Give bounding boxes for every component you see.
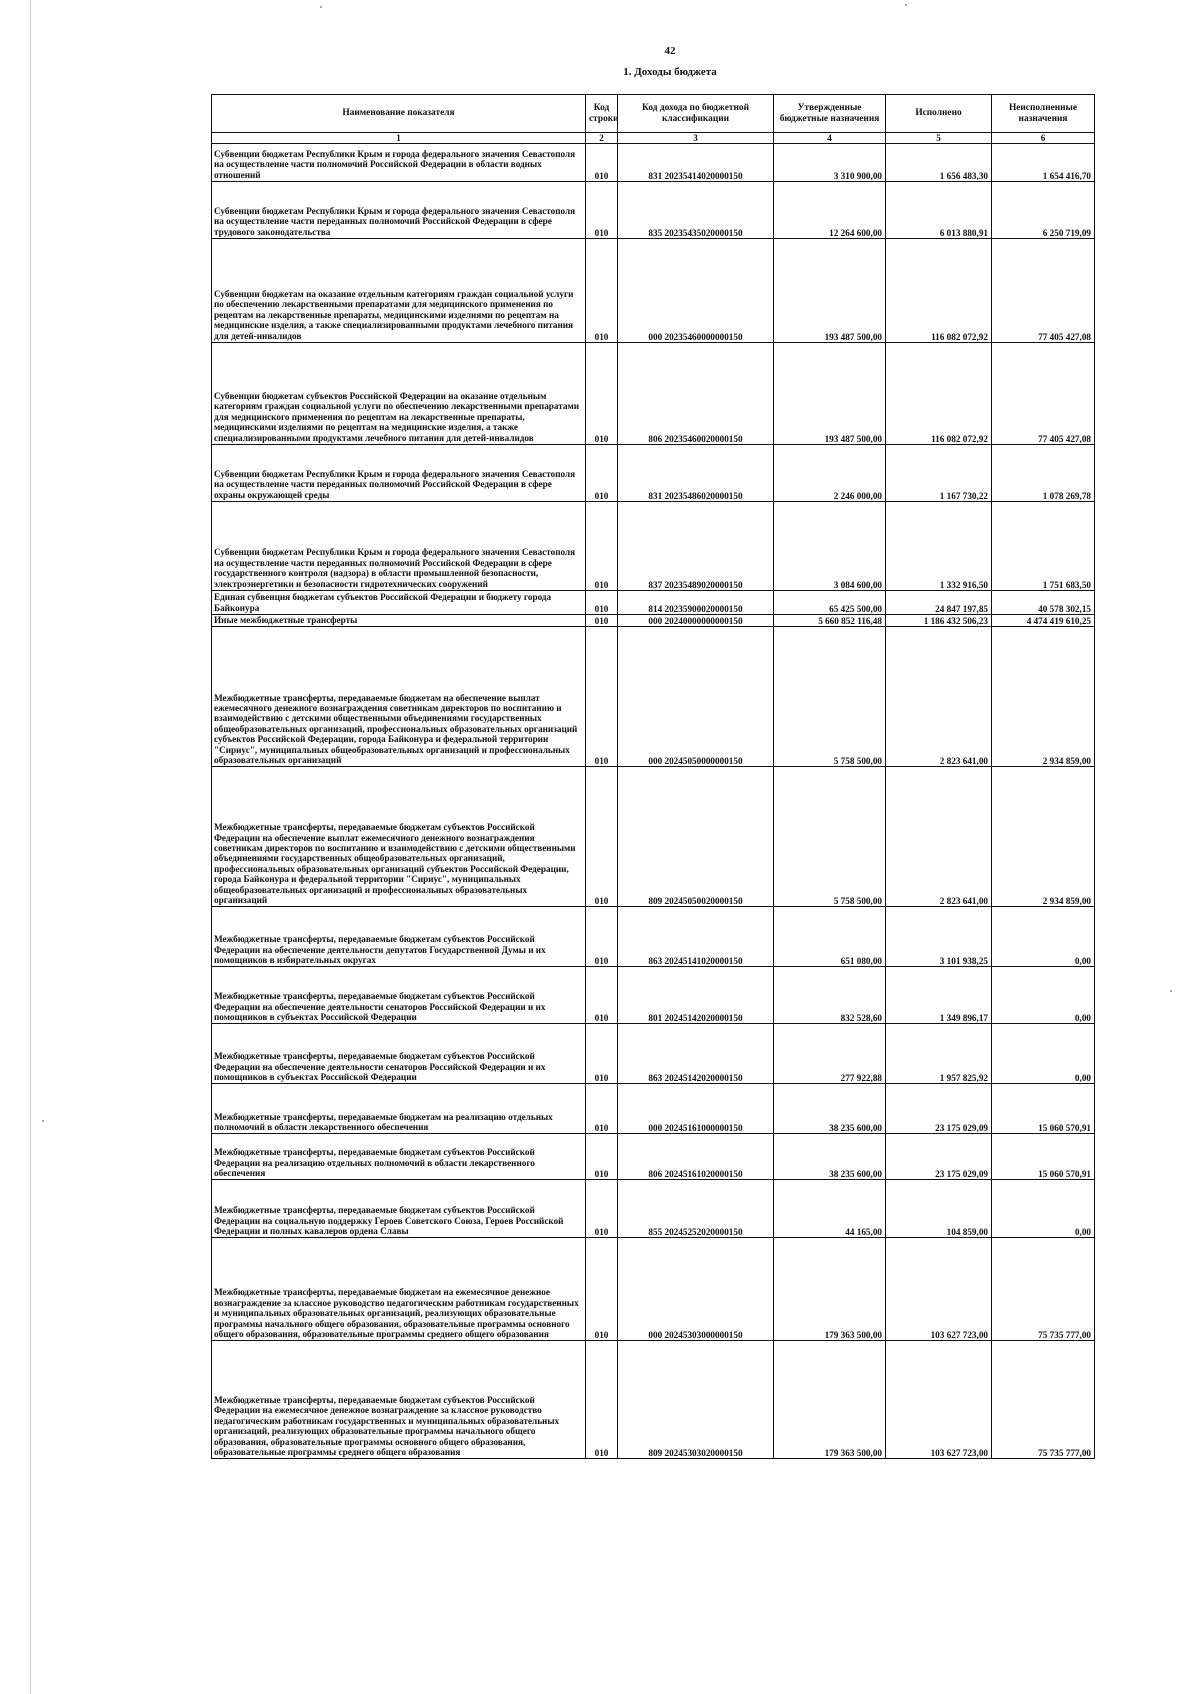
row-income-code: 000 20245161000000150 xyxy=(618,1084,774,1134)
row-executed: 1 957 825,92 xyxy=(886,1024,992,1084)
header-executed: Исполнено xyxy=(886,95,992,133)
column-number: 3 xyxy=(618,133,774,144)
row-income-code: 863 20245141020000150 xyxy=(618,907,774,967)
row-approved: 5 758 500,00 xyxy=(774,767,886,907)
row-executed: 103 627 723,00 xyxy=(886,1238,992,1341)
row-income-code: 837 20235489020000150 xyxy=(618,502,774,591)
row-unexecuted: 15 060 570,91 xyxy=(992,1084,1095,1134)
row-line-code: 010 xyxy=(586,767,618,907)
row-executed: 23 175 029,09 xyxy=(886,1134,992,1180)
row-approved: 12 264 600,00 xyxy=(774,182,886,239)
row-unexecuted: 77 405 427,08 xyxy=(992,239,1095,343)
row-line-code: 010 xyxy=(586,239,618,343)
row-name: Субвенции бюджетам субъектов Российской Федерации на оказание отдельным категориям граждан социальной услуги по обеспечению лекарственными препаратами для медицинского применения по рецептам на лекарственные препараты, медицинскими изделиями по рецептам на медицинские изделия, а также специализированными продуктами лечебного питания для детей-инвалидов xyxy=(212,343,586,445)
table-row xyxy=(212,1341,1095,1459)
row-approved: 179 363 500,00 xyxy=(774,1341,886,1459)
row-approved: 193 487 500,00 xyxy=(774,343,886,445)
row-name: Иные межбюджетные трансферты xyxy=(212,615,586,627)
row-executed: 116 082 072,92 xyxy=(886,239,992,343)
column-number-row xyxy=(212,133,1095,144)
row-income-code: 835 20235435020000150 xyxy=(618,182,774,239)
row-approved: 3 310 900,00 xyxy=(774,144,886,182)
row-executed: 23 175 029,09 xyxy=(886,1084,992,1134)
row-income-code: 000 20240000000000150 xyxy=(618,615,774,627)
row-income-code: 855 20245252020000150 xyxy=(618,1180,774,1238)
row-name: Межбюджетные трансферты, передаваемые бюджетам субъектов Российской Федерации на реализацию отдельных полномочий в области лекарственного обеспечения xyxy=(212,1134,586,1180)
table-row xyxy=(212,445,1095,502)
header-line-code: Код строки xyxy=(586,95,618,133)
scan-artifact-dot xyxy=(905,4,907,6)
row-name: Межбюджетные трансферты, передаваемые бюджетам субъектов Российской Федерации на обеспечение выплат ежемесячного денежного вознаграждения советникам директоров по воспитанию и взаимодействию с детскими общественными объединениями государственных общеобразовательных организаций, профессиональных образовательных организаций субъектов Российской Федерации, города Байконура и федеральной территории "Сириус", муниципальных общеобразовательных организаций и профессиональных образовательных организаций xyxy=(212,767,586,907)
row-approved: 5 758 500,00 xyxy=(774,627,886,767)
budget-income-table xyxy=(211,94,1095,1459)
table-row xyxy=(212,182,1095,239)
table-row xyxy=(212,1238,1095,1341)
row-line-code: 010 xyxy=(586,343,618,445)
row-line-code: 010 xyxy=(586,182,618,239)
row-line-code: 010 xyxy=(586,627,618,767)
row-approved: 65 425 500,00 xyxy=(774,591,886,615)
row-unexecuted: 75 735 777,00 xyxy=(992,1341,1095,1459)
row-executed: 6 013 880,91 xyxy=(886,182,992,239)
row-line-code: 010 xyxy=(586,445,618,502)
row-unexecuted: 40 578 302,15 xyxy=(992,591,1095,615)
row-line-code: 010 xyxy=(586,502,618,591)
row-executed: 1 656 483,30 xyxy=(886,144,992,182)
page-number: 42 xyxy=(664,45,676,57)
row-unexecuted: 0,00 xyxy=(992,907,1095,967)
row-name: Межбюджетные трансферты, передаваемые бюджетам на ежемесячное денежное вознаграждение за классное руководство педагогическим работникам государственных и муниципальных образовательных организаций, реализующих образовательные программы начального общего образования, образовательные программы основного общего образования, образовательные программы среднего общего образования xyxy=(212,1238,586,1341)
row-line-code: 010 xyxy=(586,144,618,182)
row-name: Субвенции бюджетам Республики Крым и города федерального значения Севастополя на осуществление части переданных полномочий Российской Федерации в сфере государственного контроля (надзора) в области промышленной безопасности, электроэнергетики и безопасности гидротехнических сооружений xyxy=(212,502,586,591)
row-executed: 104 859,00 xyxy=(886,1180,992,1238)
row-name: Межбюджетные трансферты, передаваемые бюджетам субъектов Российской Федерации на обеспечение деятельности сенаторов Российской Федерации и их помощников в субъектах Российской Федерации xyxy=(212,967,586,1024)
row-name: Субвенции бюджетам Республики Крым и города федерального значения Севастополя на осуществление части переданных полномочий Российской Федерации в сфере охраны окружающей среды xyxy=(212,445,586,502)
column-number: 6 xyxy=(992,133,1095,144)
row-executed: 3 101 938,25 xyxy=(886,907,992,967)
row-approved: 5 660 852 116,48 xyxy=(774,615,886,627)
row-executed: 103 627 723,00 xyxy=(886,1341,992,1459)
row-income-code: 806 20245161020000150 xyxy=(618,1134,774,1180)
table-row xyxy=(212,1134,1095,1180)
row-executed: 1 349 896,17 xyxy=(886,967,992,1024)
scan-artifact-dot xyxy=(1170,990,1172,992)
row-unexecuted: 1 078 269,78 xyxy=(992,445,1095,502)
row-approved: 277 922,88 xyxy=(774,1024,886,1084)
row-approved: 179 363 500,00 xyxy=(774,1238,886,1341)
row-executed: 116 082 072,92 xyxy=(886,343,992,445)
row-line-code: 010 xyxy=(586,907,618,967)
row-unexecuted: 0,00 xyxy=(992,967,1095,1024)
header-approved: Утвержденные бюджетные назначения xyxy=(774,95,886,133)
row-income-code: 814 20235900020000150 xyxy=(618,591,774,615)
row-income-code: 000 20245303000000150 xyxy=(618,1238,774,1341)
row-income-code: 801 20245142020000150 xyxy=(618,967,774,1024)
table-row xyxy=(212,502,1095,591)
row-income-code: 809 20245050020000150 xyxy=(618,767,774,907)
row-unexecuted: 1 654 416,70 xyxy=(992,144,1095,182)
row-unexecuted: 75 735 777,00 xyxy=(992,1238,1095,1341)
column-number: 1 xyxy=(212,133,586,144)
table-row xyxy=(212,343,1095,445)
column-number: 5 xyxy=(886,133,992,144)
row-line-code: 010 xyxy=(586,591,618,615)
row-name: Межбюджетные трансферты, передаваемые бюджетам субъектов Российской Федерации на обеспечение деятельности сенаторов Российской Федерации и их помощников в субъектах Российской Федерации xyxy=(212,1024,586,1084)
table-row xyxy=(212,767,1095,907)
table-row xyxy=(212,1180,1095,1238)
row-executed: 2 823 641,00 xyxy=(886,767,992,907)
row-approved: 38 235 600,00 xyxy=(774,1134,886,1180)
row-unexecuted: 6 250 719,09 xyxy=(992,182,1095,239)
row-unexecuted: 2 934 859,00 xyxy=(992,767,1095,907)
row-executed: 1 186 432 506,23 xyxy=(886,615,992,627)
table-row xyxy=(212,1024,1095,1084)
row-income-code: 831 20235414020000150 xyxy=(618,144,774,182)
row-executed: 24 847 197,85 xyxy=(886,591,992,615)
scan-artifact-dot xyxy=(42,1120,44,1122)
header-row xyxy=(212,95,1095,133)
row-executed: 1 332 916,50 xyxy=(886,502,992,591)
row-approved: 2 246 000,00 xyxy=(774,445,886,502)
row-approved: 38 235 600,00 xyxy=(774,1084,886,1134)
header-unexecuted: Неисполненные назначения xyxy=(992,95,1095,133)
row-name: Межбюджетные трансферты, передаваемые бюджетам на обеспечение выплат ежемесячного денежного вознаграждения советникам директоров по воспитанию и взаимодействию с детскими общественными объединениями государственных общеобразовательных организаций, профессиональных образовательных организаций субъектов Российской Федерации, города Байконура и федеральной территории "Сириус", муниципальных общеобразовательных организаций и профессиональных образовательных организаций xyxy=(212,627,586,767)
table-row xyxy=(212,144,1095,182)
row-approved: 193 487 500,00 xyxy=(774,239,886,343)
row-name: Субвенции бюджетам Республики Крым и города федерального значения Севастополя на осуществление части переданных полномочий Российской Федерации в сфере трудового законодательства xyxy=(212,182,586,239)
row-name: Единая субвенция бюджетам субъектов Российской Федерации и бюджету города Байконура xyxy=(212,591,586,615)
row-unexecuted: 15 060 570,91 xyxy=(992,1134,1095,1180)
row-income-code: 000 20235460000000150 xyxy=(618,239,774,343)
row-unexecuted: 2 934 859,00 xyxy=(992,627,1095,767)
row-approved: 651 080,00 xyxy=(774,907,886,967)
row-line-code: 010 xyxy=(586,1341,618,1459)
row-line-code: 010 xyxy=(586,967,618,1024)
row-line-code: 010 xyxy=(586,615,618,627)
row-line-code: 010 xyxy=(586,1024,618,1084)
column-number: 2 xyxy=(586,133,618,144)
row-income-code: 831 20235486020000150 xyxy=(618,445,774,502)
row-name: Межбюджетные трансферты, передаваемые бюджетам субъектов Российской Федерации на социальную поддержку Героев Советского Союза, Героев Российской Федерации и полных кавалеров ордена Славы xyxy=(212,1180,586,1238)
row-unexecuted: 77 405 427,08 xyxy=(992,343,1095,445)
table-row xyxy=(212,1084,1095,1134)
row-income-code: 863 20245142020000150 xyxy=(618,1024,774,1084)
row-income-code: 000 20245050000000150 xyxy=(618,627,774,767)
row-income-code: 806 20235460020000150 xyxy=(618,343,774,445)
table-row xyxy=(212,591,1095,615)
row-line-code: 010 xyxy=(586,1238,618,1341)
row-unexecuted: 1 751 683,50 xyxy=(992,502,1095,591)
table-row xyxy=(212,967,1095,1024)
row-line-code: 010 xyxy=(586,1180,618,1238)
scan-artifact-line xyxy=(30,0,31,1694)
table-row xyxy=(212,615,1095,627)
row-name: Межбюджетные трансферты, передаваемые бюджетам субъектов Российской Федерации на обеспечение деятельности депутатов Государственной Думы и их помощников в избирательных округах xyxy=(212,907,586,967)
row-executed: 1 167 730,22 xyxy=(886,445,992,502)
row-line-code: 010 xyxy=(586,1134,618,1180)
column-number: 4 xyxy=(774,133,886,144)
row-income-code: 809 20245303020000150 xyxy=(618,1341,774,1459)
row-name: Межбюджетные трансферты, передаваемые бюджетам субъектов Российской Федерации на ежемесячное денежное вознаграждение за классное руководство педагогическим работникам государственных и муниципальных образовательных организаций, реализующих образовательные программы начального общего образования, образовательные программы основного общего образования, образовательные программы среднего общего образования xyxy=(212,1341,586,1459)
scan-artifact-dot xyxy=(320,6,322,8)
row-name: Субвенции бюджетам на оказание отдельным категориям граждан социальной услуги по обеспечению лекарственными препаратами для медицинского применения по рецептам на лекарственные препараты, медицинскими изделиями по рецептам на медицинские изделия, а также специализированными продуктами лечебного питания для детей-инвалидов xyxy=(212,239,586,343)
row-name: Межбюджетные трансферты, передаваемые бюджетам на реализацию отдельных полномочий в области лекарственного обеспечения xyxy=(212,1084,586,1134)
row-name: Субвенции бюджетам Республики Крым и города федерального значения Севастополя на осуществление части полномочий Российской Федерации в области водных отношений xyxy=(212,144,586,182)
section-title: 1. Доходы бюджета xyxy=(623,66,717,78)
row-approved: 832 528,60 xyxy=(774,967,886,1024)
row-approved: 3 084 600,00 xyxy=(774,502,886,591)
row-unexecuted: 0,00 xyxy=(992,1024,1095,1084)
row-executed: 2 823 641,00 xyxy=(886,627,992,767)
table-row xyxy=(212,239,1095,343)
table-row xyxy=(212,627,1095,767)
header-income-code: Код дохода по бюджетной классификации xyxy=(618,95,774,133)
row-unexecuted: 4 474 419 610,25 xyxy=(992,615,1095,627)
row-line-code: 010 xyxy=(586,1084,618,1134)
table-row xyxy=(212,907,1095,967)
row-approved: 44 165,00 xyxy=(774,1180,886,1238)
header-name: Наименование показателя xyxy=(212,95,586,133)
row-unexecuted: 0,00 xyxy=(992,1180,1095,1238)
